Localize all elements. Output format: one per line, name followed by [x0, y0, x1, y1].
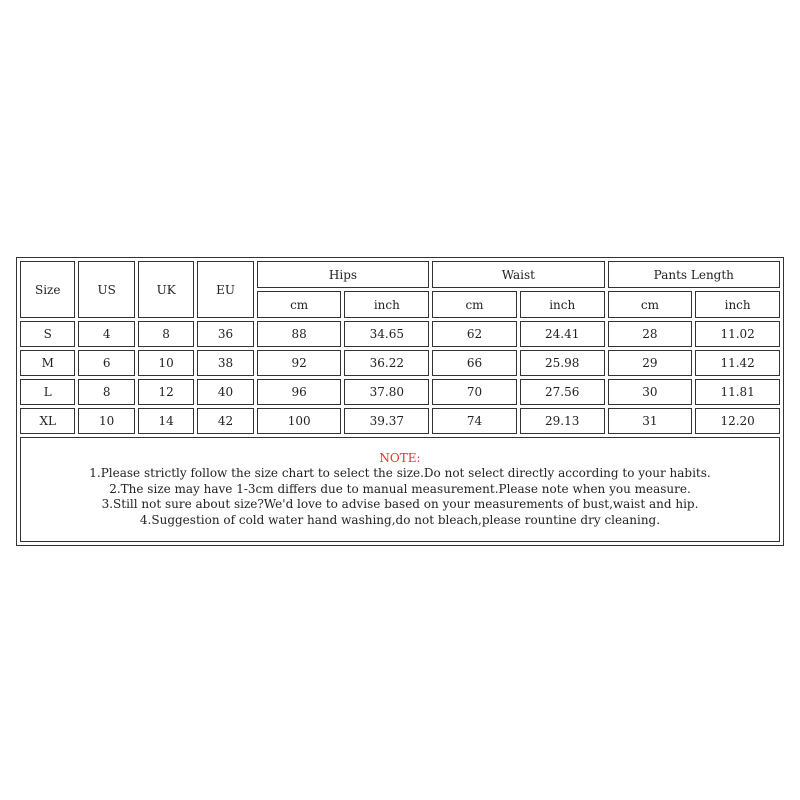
cell-hips-cm: 96	[257, 379, 342, 405]
cell-waist-cm: 66	[432, 350, 517, 376]
cell-length-inch: 11.81	[695, 379, 780, 405]
cell-hips-cm: 100	[257, 408, 342, 434]
cell-length-inch: 11.02	[695, 321, 780, 347]
cell-uk: 10	[138, 350, 194, 376]
note-line: 3.Still not sure about size?We'd love to advise based on your measurements of bust,waist and hip.	[101, 497, 699, 512]
cell-waist-inch: 27.56	[520, 379, 605, 405]
cell-uk: 14	[138, 408, 194, 434]
cell-size: S	[20, 321, 75, 347]
header-length-cm: cm	[608, 291, 693, 318]
header-hips-cm: cm	[257, 291, 342, 318]
cell-uk: 8	[138, 321, 194, 347]
size-chart-table	[16, 257, 784, 546]
cell-eu: 36	[197, 321, 253, 347]
cell-hips-inch: 37.80	[344, 379, 429, 405]
table-row	[20, 379, 780, 405]
cell-hips-cm: 92	[257, 350, 342, 376]
cell-waist-inch: 25.98	[520, 350, 605, 376]
header-waist-inch: inch	[520, 291, 605, 318]
header-row	[20, 261, 780, 288]
cell-uk: 12	[138, 379, 194, 405]
note-title: NOTE:	[379, 450, 421, 465]
cell-hips-inch: 36.22	[344, 350, 429, 376]
cell-waist-cm: 62	[432, 321, 517, 347]
notes-row	[20, 437, 780, 542]
cell-size: M	[20, 350, 75, 376]
header-pants-length: Pants Length	[608, 261, 780, 288]
header-us: US	[78, 261, 134, 318]
header-hips: Hips	[257, 261, 429, 288]
note-line: 2.The size may have 1-3cm differs due to manual measurement.Please note when you measure.	[109, 481, 691, 496]
cell-length-inch: 12.20	[695, 408, 780, 434]
cell-us: 8	[78, 379, 134, 405]
cell-us: 10	[78, 408, 134, 434]
cell-waist-inch: 29.13	[520, 408, 605, 434]
cell-hips-inch: 39.37	[344, 408, 429, 434]
table-row	[20, 408, 780, 434]
cell-us: 4	[78, 321, 134, 347]
header-length-inch: inch	[695, 291, 780, 318]
header-uk: UK	[138, 261, 194, 318]
cell-length-cm: 29	[608, 350, 693, 376]
cell-size: XL	[20, 408, 75, 434]
cell-hips-cm: 88	[257, 321, 342, 347]
header-waist-cm: cm	[432, 291, 517, 318]
cell-length-inch: 11.42	[695, 350, 780, 376]
cell-eu: 38	[197, 350, 253, 376]
cell-us: 6	[78, 350, 134, 376]
cell-eu: 40	[197, 379, 253, 405]
header-eu: EU	[197, 261, 253, 318]
cell-waist-cm: 74	[432, 408, 517, 434]
cell-length-cm: 28	[608, 321, 693, 347]
note-line: 1.Please strictly follow the size chart to select the size.Do not select directly according to your habits.	[89, 466, 711, 481]
cell-length-cm: 30	[608, 379, 693, 405]
table-row	[20, 321, 780, 347]
cell-waist-cm: 70	[432, 379, 517, 405]
cell-waist-inch: 24.41	[520, 321, 605, 347]
cell-size: L	[20, 379, 75, 405]
cell-hips-inch: 34.65	[344, 321, 429, 347]
header-waist: Waist	[432, 261, 604, 288]
header-size: Size	[20, 261, 75, 318]
header-hips-inch: inch	[344, 291, 429, 318]
cell-length-cm: 31	[608, 408, 693, 434]
notes-box	[20, 437, 780, 542]
cell-eu: 42	[197, 408, 253, 434]
table-row	[20, 350, 780, 376]
note-line: 4.Suggestion of cold water hand washing,do not bleach,please rountine dry cleaning.	[139, 512, 661, 527]
